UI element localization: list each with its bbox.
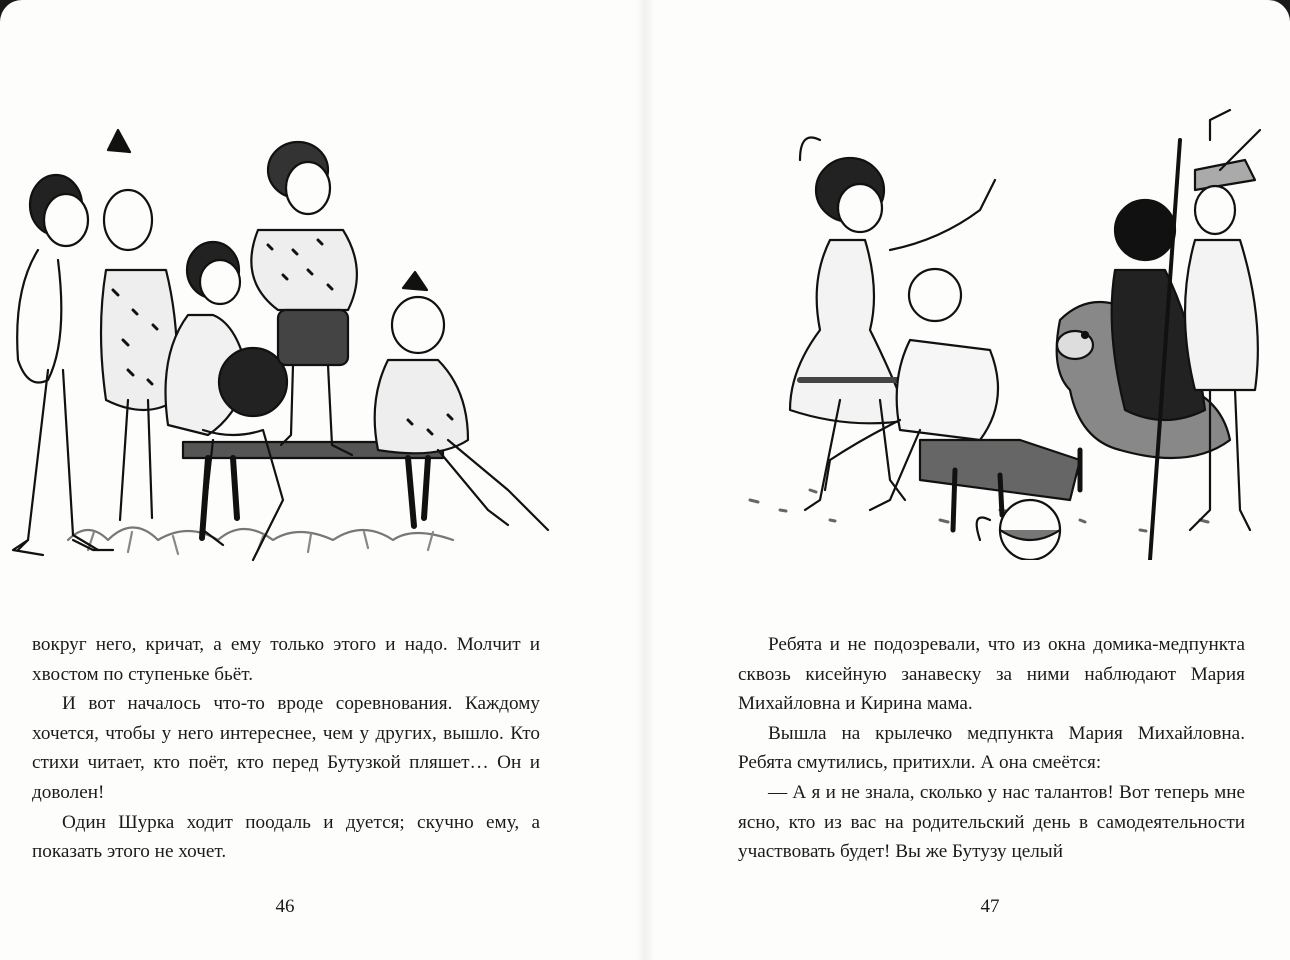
page-number-right: 47 [980, 896, 1000, 917]
paragraph: Один Шурка ходит поодаль и дуется; скучно ему, а показать этого не хочет. [32, 811, 540, 863]
paragraph: вокруг него, кричат, а ему только этого и надо. Молчит и хвостом по ступеньке бьёт. [32, 634, 540, 685]
illustration-children-dog-ball [740, 80, 1265, 560]
right-page-text [738, 630, 1245, 867]
paragraph: Ребята и не подозревали, что из окна домика-медпункта сквозь кисейную занавеску за ними наблюдают Мария Михайловна и Кирина мама. [738, 634, 1245, 715]
left-page-text [32, 630, 540, 867]
paragraph: — А я и не знала, сколько у нас талантов! Вот теперь мне ясно, кто из вас на родительский день в самодеятельности участвовать будет! Вы же Бутузу целый [738, 781, 1245, 863]
ink-drawing-children-dog [740, 80, 1265, 560]
ink-drawing-children-bench [8, 70, 553, 580]
paragraph: Вышла на крылечко медпункта Мария Михайловна. Ребята смутились, притихли. А она смеётся: [738, 722, 1245, 774]
paragraph: И вот началось что-то вроде соревнования. Каждому хочется, чтобы у него интереснее, чем у других, вышло. Кто стихи читает, кто поёт, кто перед Бутузкой пляшет… Он и доволен! [32, 693, 540, 803]
page-number-left: 46 [275, 896, 295, 917]
illustration-children-on-bench [8, 70, 553, 580]
right-page [645, 0, 1290, 960]
